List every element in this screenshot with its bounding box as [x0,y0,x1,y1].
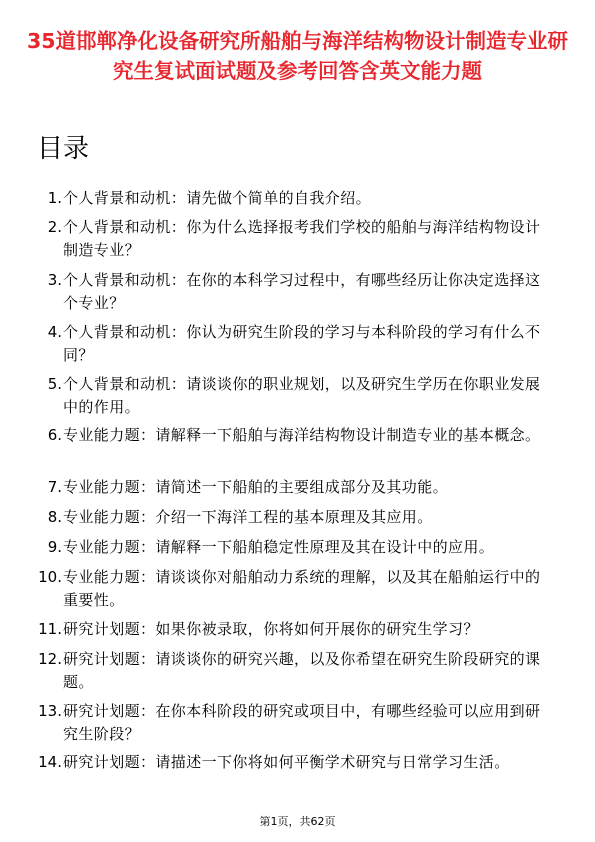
toc-item-number: 2. [47,218,62,236]
toc-item-text: 专业能力题：请解释一下船舶稳定性原理及其在设计中的应用。 [63,538,495,556]
toc-item-number: 1. [47,189,62,207]
toc-item-number: 6. [47,426,62,444]
toc-item-number: 13. [38,702,62,720]
toc-item-text: 专业能力题：介绍一下海洋工程的基本原理及其应用。 [63,508,433,526]
toc-heading: 目录 [37,134,90,164]
toc-item-text: 个人背景和动机：请先做个简单的自我介绍。 [63,189,372,207]
toc-item-text: 研究计划题：请描述一下你将如何平衡学术研究与日常学习生活。 [63,753,510,771]
toc-item-text: 个人背景和动机：请谈谈你的职业规划，以及研究生学历在你职业发展中的作用。 [63,375,541,416]
toc-item-text: 研究计划题：请谈谈你的研究兴趣，以及你希望在研究生阶段研究的课题。 [63,650,541,691]
toc-item-number: 14. [38,753,62,771]
toc-item-number: 10. [38,568,62,586]
page-footer: 第1页，共62页 [259,815,336,828]
toc-item-text: 研究计划题：如果你被录取，你将如何开展你的研究生学习？ [63,620,479,638]
toc-item-text: 个人背景和动机：你认为研究生阶段的学习与本科阶段的学习有什么不同？ [63,323,541,364]
toc-item-number: 5. [47,375,62,393]
toc-item-number: 11. [38,620,62,638]
toc-item-number: 12. [38,650,62,668]
toc-item-text: 个人背景和动机：在你的本科学习过程中，有哪些经历让你决定选择这个专业？ [63,271,541,312]
toc-item-number: 3. [47,271,62,289]
document-title: 35道邯郸净化设备研究所船舶与海洋结构物设计制造专业研究生复试面试题及参考回答含英文能力题 [26,29,569,83]
toc-item-number: 9. [47,538,62,556]
toc-item-text: 专业能力题：请解释一下船舶与海洋结构物设计制造专业的基本概念。 [63,426,541,444]
toc-item-number: 8. [47,508,62,526]
toc-item-number: 4. [47,323,62,341]
toc-item-text: 专业能力题：请谈谈你对船舶动力系统的理解，以及其在船舶运行中的重要性。 [63,568,541,609]
toc-item-text: 个人背景和动机：你为什么选择报考我们学校的船舶与海洋结构物设计制造专业？ [63,218,541,259]
toc-item-text: 研究计划题：在你本科阶段的研究或项目中，有哪些经验可以应用到研究生阶段？ [63,702,541,743]
toc-item-number: 7. [47,478,62,496]
toc-item-text: 专业能力题：请简述一下船舶的主要组成部分及其功能。 [63,478,449,496]
